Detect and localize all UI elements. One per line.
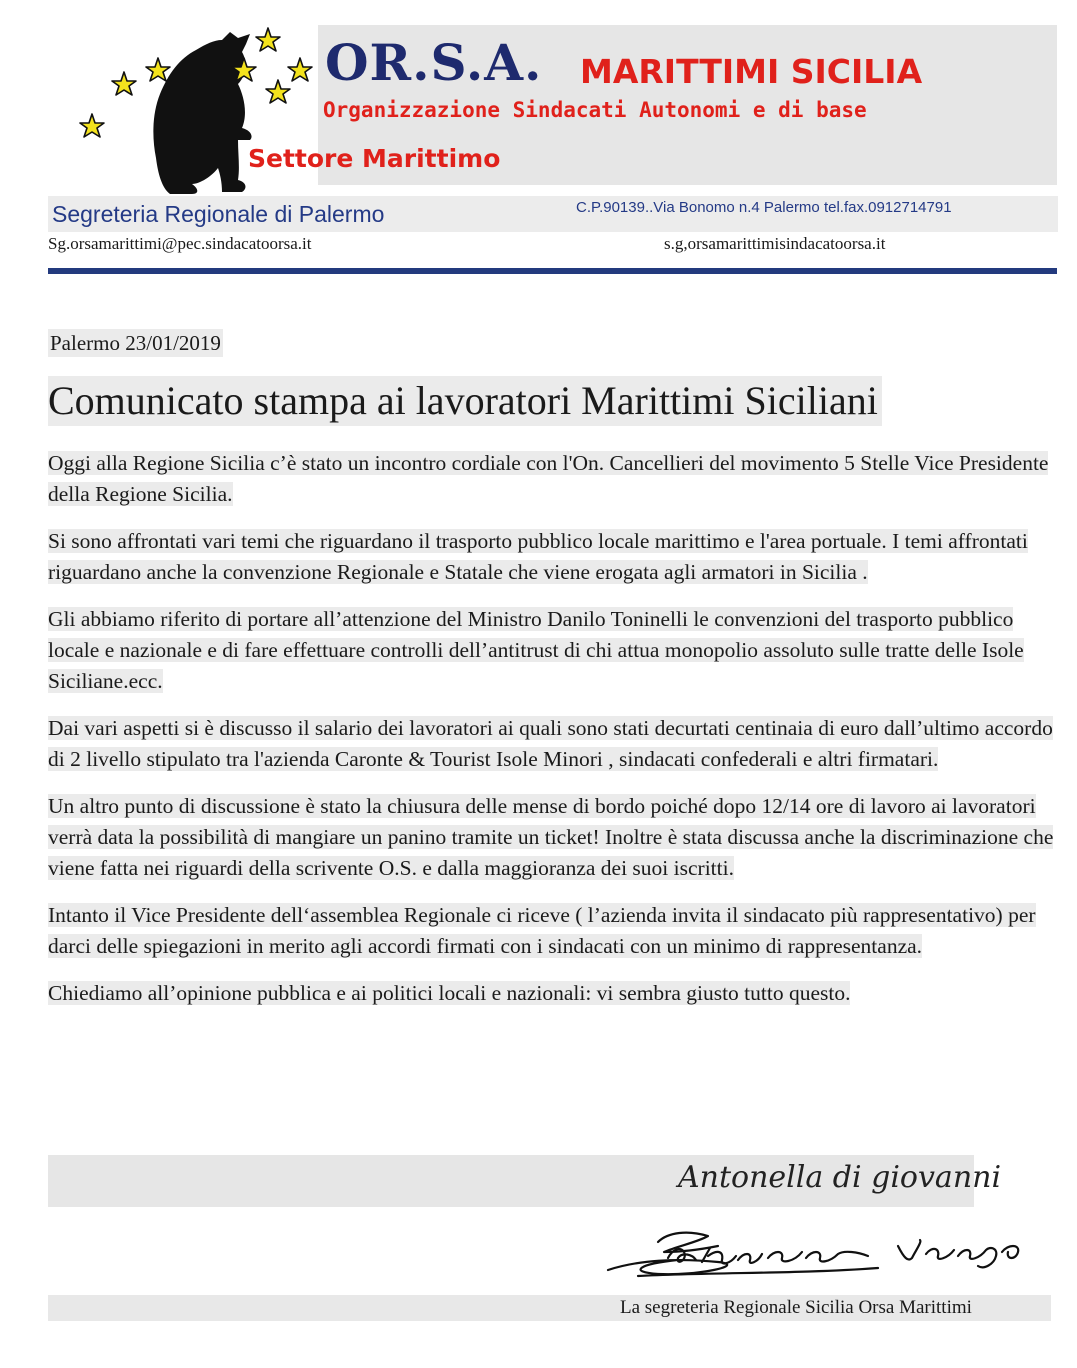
document-date: Palermo 23/01/2019	[50, 331, 221, 355]
org-acronym: OR.S.A.	[325, 33, 543, 92]
paragraph: Un altro punto di discussione è stato la chiusura delle mense di bordo poiché dopo 12/14 ore di lavoro ai lavoratori verrà data la possibilità di mangiare un panino tramite un ticket! Inoltre è stata discussa anche la discriminazione che viene fatta nei riguardi della scrivente O.S. e dalla maggioranza dei suoi iscritti.	[48, 794, 1054, 880]
document-title: Comunicato stampa ai lavoratori Marittimi Siciliani	[48, 376, 882, 426]
handwritten-signature-icon	[598, 1222, 1038, 1282]
paragraph: Oggi alla Regione Sicilia c’è stato un incontro cordiale con l'On. Cancellieri del movimento 5 Stelle Vice Presidente della Regione Sicilia.	[48, 451, 1049, 506]
document-body	[48, 448, 1058, 1025]
office-name: Segreteria Regionale di Palermo	[52, 201, 385, 227]
paragraph: Si sono affrontati vari temi che riguardano il trasporto pubblico locale marittimo e l'area portuale. I temi affrontati riguardano anche la convenzione Regionale e Statale che viene erogata agli armatori in Sicilia .	[48, 529, 1028, 584]
paragraph: Gli abbiamo riferito di portare all’attenzione del Ministro Danilo Toninelli le convenzioni del trasporto pubblico locale e nazionale e di fare effettuare controlli dell’antitrust di chi attua monopolio assoluto sulle tratte delle Isole Siciliane.ecc.	[48, 607, 1024, 693]
paragraph: Dai vari aspetti si è discusso il salario dei lavoratori ai quali sono stati decurtati centinaia di euro dall’ultimo accordo di 2 livello stipulato tra l'azienda Caronte & Tourist Isole Minori , sindacati confederali e altri firmatari.	[48, 716, 1053, 771]
office-address: C.P.90139..Via Bonomo n.4 Palermo tel.fax.0912714791	[576, 199, 952, 216]
paragraph: Intanto il Vice Presidente dell‘assemblea Regionale ci riceve ( l’azienda invita il sindacato più rappresentativo) per darci delle spiegazioni in merito agli accordi firmati con i sindacati con un minimo di rappresentanza.	[48, 903, 1036, 958]
header-divider	[48, 268, 1057, 274]
footer-signoff: La segreteria Regionale Sicilia Orsa Marittimi	[620, 1297, 972, 1318]
paragraph: Chiediamo all’opinione pubblica e ai politici locali e nazionali: vi sembra giusto tutto questo.	[48, 981, 851, 1005]
email-alt[interactable]: s.g,orsamarittimisindacatoorsa.it	[664, 234, 886, 253]
sector-label: Settore Marittimo	[248, 144, 501, 173]
org-region: MARITTIMI SICILIA	[580, 52, 923, 91]
email-pec[interactable]: Sg.orsamarittimi@pec.sindacatoorsa.it	[48, 234, 312, 253]
org-full-name: Organizzazione Sindacati Autonomi e di base	[323, 98, 867, 122]
signature-antonella: Antonella di giovanni	[678, 1160, 1002, 1195]
